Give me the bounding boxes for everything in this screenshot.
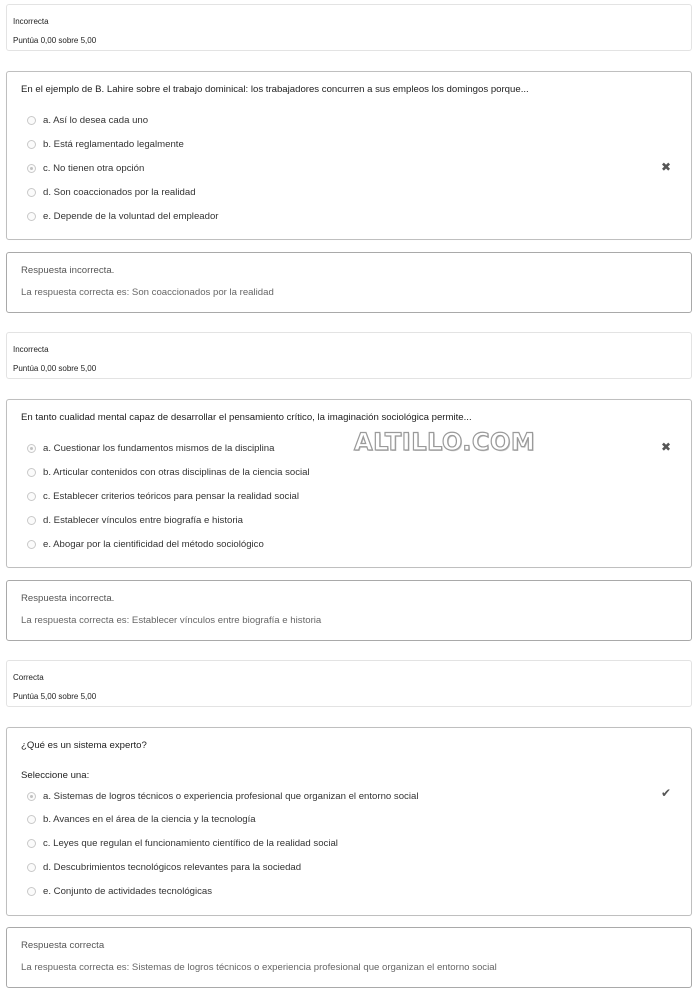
- radio-button[interactable]: [27, 468, 36, 477]
- cross-icon: ✖: [660, 440, 671, 454]
- answer-option[interactable]: [27, 489, 299, 503]
- radio-button-selected[interactable]: [27, 444, 36, 453]
- answer-label: e. Conjunto de actividades tecnológicas: [43, 885, 213, 897]
- watermark: ALTILLO.COM: [354, 428, 536, 456]
- feedback-title: Respuesta incorrecta.: [21, 265, 115, 276]
- question-content: [6, 71, 692, 240]
- answer-option[interactable]: [27, 209, 218, 223]
- question-state: Correcta: [13, 673, 44, 682]
- question-content: [6, 727, 692, 916]
- answer-option[interactable]: [27, 161, 144, 175]
- radio-button[interactable]: [27, 516, 36, 525]
- check-icon: ✔: [660, 786, 671, 800]
- feedback-title: Respuesta correcta: [21, 940, 105, 951]
- answer-option[interactable]: [27, 812, 256, 826]
- radio-button[interactable]: [27, 839, 36, 848]
- answer-label: d. Son coaccionados por la realidad: [43, 186, 196, 198]
- radio-button[interactable]: [27, 188, 36, 197]
- question-text: ¿Qué es un sistema experto?: [21, 740, 147, 751]
- answer-label: c. No tienen otra opción: [43, 162, 145, 174]
- answer-label: c. Leyes que regulan el funcionamiento científico de la realidad social: [43, 837, 338, 849]
- answer-option[interactable]: [27, 789, 418, 803]
- right-answer: La respuesta correcta es: Sistemas de logros técnicos o experiencia profesional que organizan el entorno social: [21, 962, 497, 973]
- radio-button[interactable]: [27, 140, 36, 149]
- answer-label: a. Cuestionar los fundamentos mismos de la disciplina: [43, 442, 275, 454]
- question-grade: Puntúa 0,00 sobre 5,00: [13, 36, 97, 45]
- radio-button[interactable]: [27, 492, 36, 501]
- question-grade: Puntúa 5,00 sobre 5,00: [13, 692, 97, 701]
- cross-icon: ✖: [660, 160, 671, 174]
- question-info: [6, 4, 692, 51]
- question-text: En el ejemplo de B. Lahire sobre el trabajo dominical: los trabajadores concurren a sus empleos los domingos porque...: [21, 84, 529, 95]
- answer-label: b. Está reglamentado legalmente: [43, 138, 184, 150]
- answer-label: e. Abogar por la cientificidad del método sociológico: [43, 538, 264, 550]
- answer-option[interactable]: [27, 836, 338, 850]
- radio-button[interactable]: [27, 863, 36, 872]
- answer-label: c. Establecer criterios teóricos para pensar la realidad social: [43, 490, 299, 502]
- answer-option[interactable]: [27, 441, 274, 455]
- feedback-box: [6, 927, 692, 988]
- radio-button[interactable]: [27, 212, 36, 221]
- answer-label: a. Sistemas de logros técnicos o experiencia profesional que organizan el entorno social: [43, 790, 419, 802]
- answer-option[interactable]: [27, 860, 301, 874]
- answer-label: a. Así lo desea cada uno: [43, 114, 149, 126]
- right-answer: La respuesta correcta es: Establecer vínculos entre biografía e historia: [21, 615, 322, 626]
- answer-option[interactable]: [27, 113, 148, 127]
- feedback-title: Respuesta incorrecta.: [21, 593, 115, 604]
- radio-button[interactable]: [27, 116, 36, 125]
- answer-option[interactable]: [27, 513, 243, 527]
- question-text: En tanto cualidad mental capaz de desarrollar el pensamiento crítico, la imaginación sociológica permite...: [21, 412, 472, 423]
- right-answer: La respuesta correcta es: Son coaccionados por la realidad: [21, 287, 274, 298]
- radio-button[interactable]: [27, 540, 36, 549]
- answer-option[interactable]: [27, 465, 310, 479]
- question-state: Incorrecta: [13, 345, 49, 354]
- question-grade: Puntúa 0,00 sobre 5,00: [13, 364, 97, 373]
- answer-option[interactable]: [27, 537, 264, 551]
- answer-label: b. Articular contenidos con otras disciplinas de la ciencia social: [43, 466, 310, 478]
- question-info: [6, 660, 692, 707]
- answer-option[interactable]: [27, 137, 184, 151]
- answer-label: d. Descubrimientos tecnológicos relevantes para la sociedad: [43, 861, 302, 873]
- feedback-box: [6, 252, 692, 313]
- answer-label: b. Avances en el área de la ciencia y la tecnología: [43, 813, 256, 825]
- answer-label: e. Depende de la voluntad del empleador: [43, 210, 219, 222]
- radio-button-selected[interactable]: [27, 164, 36, 173]
- answer-option[interactable]: [27, 185, 196, 199]
- radio-button[interactable]: [27, 815, 36, 824]
- answer-label: d. Establecer vínculos entre biografía e historia: [43, 514, 243, 526]
- answer-prompt: Seleccione una:: [21, 770, 90, 781]
- radio-button-selected[interactable]: [27, 792, 36, 801]
- radio-button[interactable]: [27, 887, 36, 896]
- feedback-box: [6, 580, 692, 641]
- answer-option[interactable]: [27, 884, 212, 898]
- question-state: Incorrecta: [13, 17, 49, 26]
- question-content: [6, 399, 692, 568]
- question-info: [6, 332, 692, 379]
